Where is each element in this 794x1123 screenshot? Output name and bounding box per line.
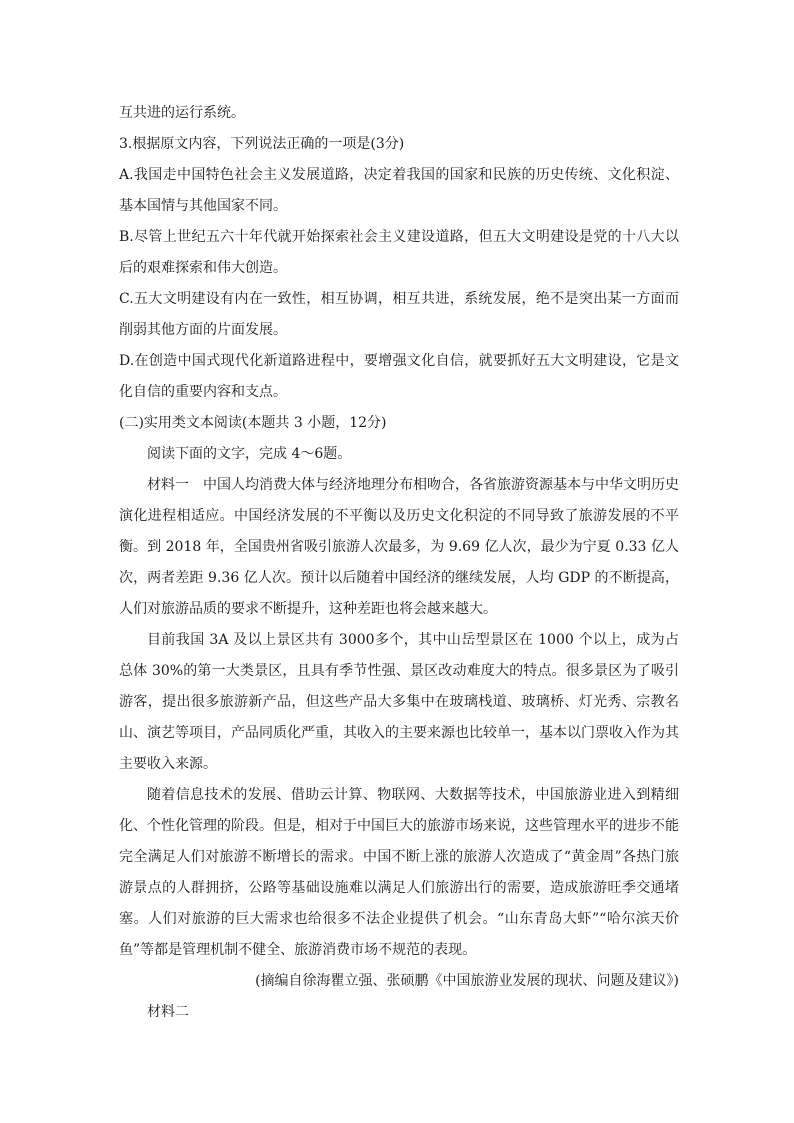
document-body	[119, 98, 679, 1028]
material1-paragraph1: 材料一 中国人均消费大体与经济地理分布相吻合，各省旅游资源基本与中华文明历史演化进程相适应。中国经济发展的不平衡以及历史文化积淀的不同导致了旅游发展的不平衡。到 2018 年，全国贵州省吸引旅游人次最多，为 9.69 亿人次，最少为宁夏 0.33 亿人次，两者差距 9.36 亿人次。预计以后随着中国经济的继续发展，人均 GDP 的不断提高，人们对旅游品质的要求不断提升，这种差距也将会越来越大。	[119, 477, 679, 617]
source-citation: (摘编自徐海瞿立强、张硕鹏《中国旅游业发展的现状、问题及建议》)	[255, 973, 679, 989]
material1-paragraph3: 随着信息技术的发展、借助云计算、物联网、大数据等技术，中国旅游业进入到精细化、个性化管理的阶段。但是，相对于中国巨大的旅游市场来说，这些管理水平的进步不能完全满足人们对旅游不断增长的需求。中国不断上涨的旅游人次造成了“黄金周”各热门旅游景点的人群拥挤，公路等基础设施难以满足人们旅游出行的需要，造成旅游旺季交通堵塞。人们对旅游的巨大需求也给很多不法企业提供了机会。“山东青岛大虾”“哈尔滨天价鱼”等都是管理机制不健全、旅游消费市场不规范的表现。	[119, 787, 679, 958]
question-3: 3.根据原文内容，下列说法正确的一项是(3分)	[119, 136, 405, 152]
material2-heading: 材料二	[147, 1004, 189, 1020]
section-heading: (二)实用类文本阅读(本题共 3 小题，12分)	[119, 415, 387, 431]
option-d: D.在创造中国式现代化新道路进程中，要增强文化自信，就要抓好五大文明建设，它是文化自信的重要内容和支点。	[119, 353, 679, 400]
option-a: A.我国走中国特色社会主义发展道路，决定着我国的国家和民族的历史传统、文化积淀、基本国情与其他国家不同。	[119, 167, 679, 214]
option-c: C.五大文明建设有内在一致性，相互协调，相互共进，系统发展，绝不是突出某一方面而削弱其他方面的片面发展。	[119, 291, 679, 338]
material1-paragraph2: 目前我国 3A 及以上景区共有 3000多个，其中山岳型景区在 1000 个以上，成为占总体 30%的第一大类景区，且具有季节性强、景区改动难度大的特点。很多景区为了吸引游客，提出很多旅游新产品，但这些产品大多集中在玻璃栈道、玻璃桥、灯光秀、宗教名山、演艺等项目，产品同质化严重，其收入的主要来源也比较单一，基本以门票收入作为其主要收入来源。	[119, 632, 679, 772]
continuation-line: 互共进的运行系统。	[119, 105, 245, 121]
instruction: 阅读下面的文字，完成 4～6题。	[147, 446, 352, 462]
option-b: B.尽管上世纪五六十年代就开始探索社会主义建设道路，但五大文明建设是党的十八大以后的艰难探索和伟大创造。	[119, 229, 679, 276]
